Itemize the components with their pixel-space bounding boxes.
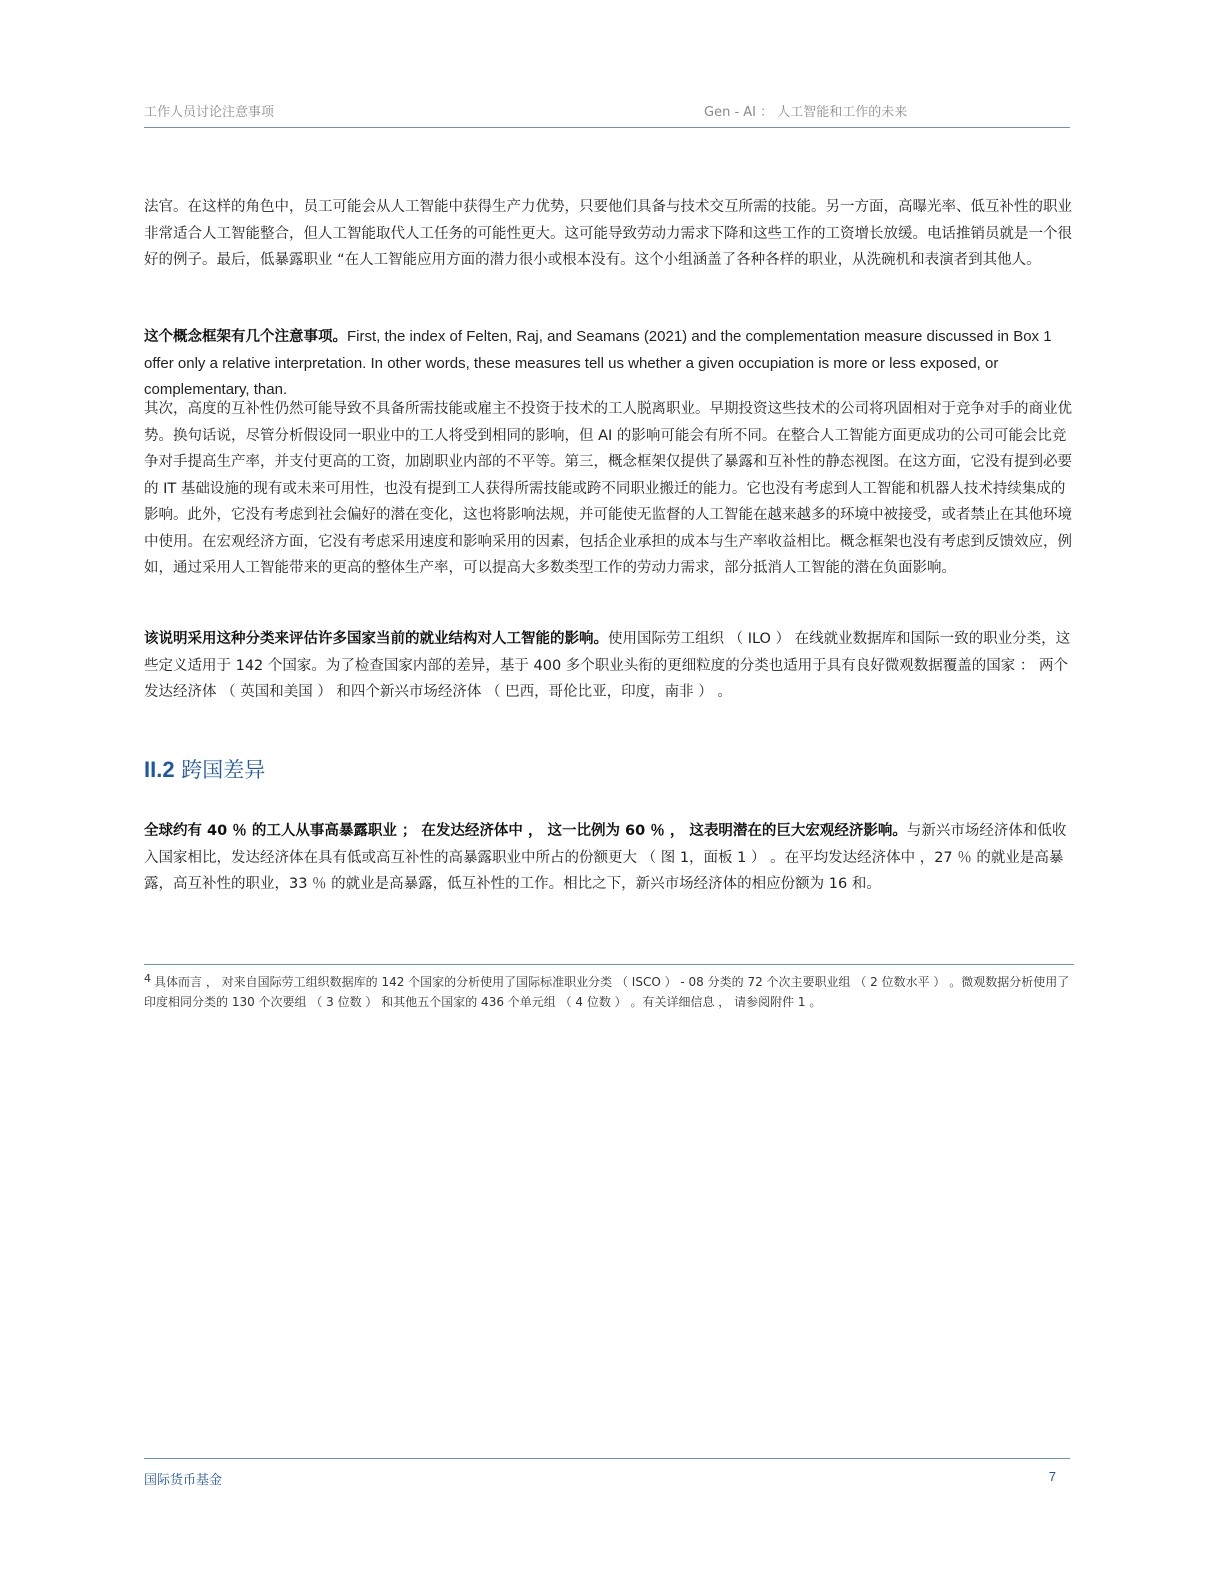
paragraph-caveats-english: First, the index of Felten, Raj, and Seamans (2021) and the complementation measure discussed in Box 1 offer only a relative interpretation. In other words, these measures tell us whether a given occupiation is more or less exposed, or complementary, than. <box>144 328 1052 398</box>
paragraph-cross-country-body: 与新兴市场经济体和低收入国家相比，发达经济体在具有低或高互补性的高暴露职业中所占的份额更大 （ 图 1，面板 1 ） 。在平均发达经济体中 ，27 ％ 的就业是高暴露，高互补性的职业，33 ％ 的就业是高暴露，低互补性的工作。相比之下，新兴市场经济体的相应份额为 16 和。 <box>144 823 1067 892</box>
header-report-type: 工作人员讨论注意事项 <box>144 105 275 120</box>
footnote-marker: 4 <box>144 972 151 985</box>
page-header <box>144 99 1070 128</box>
section-heading <box>144 754 265 784</box>
footnote <box>144 964 1074 1012</box>
paragraph-caveats-lead: 这个概念框架有几个注意事项。 <box>144 329 347 345</box>
paragraph-methodology <box>144 626 1074 706</box>
section-number: II.2 <box>144 757 175 782</box>
paragraph-methodology-lead: 该说明采用这种分类来评估许多国家当前的就业结构对人工智能的影响。 <box>144 631 608 647</box>
page-number: 7 <box>1048 1469 1056 1484</box>
footer-organization: 国际货币基金 <box>144 1473 223 1488</box>
section-title: 跨国差异 <box>181 758 266 782</box>
paragraph-cross-country <box>144 818 1074 898</box>
page-footer <box>144 1458 1070 1488</box>
paragraph-caveats-detail: 其次，高度的互补性仍然可能导致不具备所需技能或雇主不投资于技术的工人脱离职业。早期投资这些技术的公司将巩固相对于竞争对手的商业优势。换句话说，尽管分析假设同一职业中的工人将受到相同的影响，但 AI 的影响可能会有所不同。在整合人工智能方面更成功的公司可能会比竞争对手提高生产率，并支付更高的工资，加剧职业内部的不平等。第三，概念框架仅提供了暴露和互补性的静态视图。在这方面，它没有提到必要的 IT 基础设施的现有或未来可用性，也没有提到工人获得所需技能或跨不同职业搬迁的能力。它也没有考虑到人工智能和机器人技术持续集成的影响。此外，它没有考虑到社会偏好的潜在变化，这也将影响法规，并可能使无监督的人工智能在越来越多的环境中被接受，或者禁止在其他环境中使用。在宏观经济方面，它没有考虑采用速度和影响采用的因素，包括企业承担的成本与生产率收益相比。概念框架也没有考虑到反馈效应，例如，通过采用人工智能带来的更高的整体生产率，可以提高大多数类型工作的劳动力需求，部分抵消人工智能的潜在负面影响。 <box>144 401 1072 576</box>
paragraph-job-categories: 法官。在这样的角色中，员工可能会从人工智能中获得生产力优势，只要他们具备与技术交互所需的技能。另一方面，高曝光率、低互补性的职业非常适合人工智能整合，但人工智能取代人工任务的可能性更大。这可能导致劳动力需求下降和这些工作的工资增长放缓。电话推销员就是一个很好的例子。最后，低暴露职业 “在人工智能应用方面的潜力很小或根本没有。这个小组涵盖了各种各样的职业，从洗碗机和表演者到其他人。 <box>144 199 1072 268</box>
footnote-text: 具体而言 ， 对来自国际劳工组织数据库的 142 个国家的分析使用了国际标准职业分类 （ ISCO ） - 08 分类的 72 个次主要职业组 （ 2 位数水平 ） 。微观数据分析使用了印度相同分类的 130 个次要组 （ 3 位数 ） 和其他五个国家的 436 个单元组 （ 4 位数 ） 。有关详细信息 ， 请参阅附件 1 。 <box>144 975 1070 1009</box>
header-report-title: Gen - AI ： 人工智能和工作的未来 <box>704 105 908 120</box>
paragraph-methodology-body: 使用国际劳工组织 （ ILO ） 在线就业数据库和国际一致的职业分类，这些定义适用于 142 个国家。为了检查国家内部的差异，基于 400 多个职业头衔的更细粒度的分类也适用于具有良好微观数据覆盖的国家 ： 两个发达经济体 （ 英国和美国 ） 和四个新兴市场经济体 （ 巴西，哥伦比亚，印度，南非 ） 。 <box>144 631 1071 700</box>
paragraph-caveats-intro <box>144 324 1074 404</box>
paragraph-cross-country-lead: 全球约有 40 ％ 的工人从事高暴露职业 ； 在发达经济体中 ， 这一比例为 60 ％ ， 这表明潜在的巨大宏观经济影响。 <box>144 823 907 839</box>
